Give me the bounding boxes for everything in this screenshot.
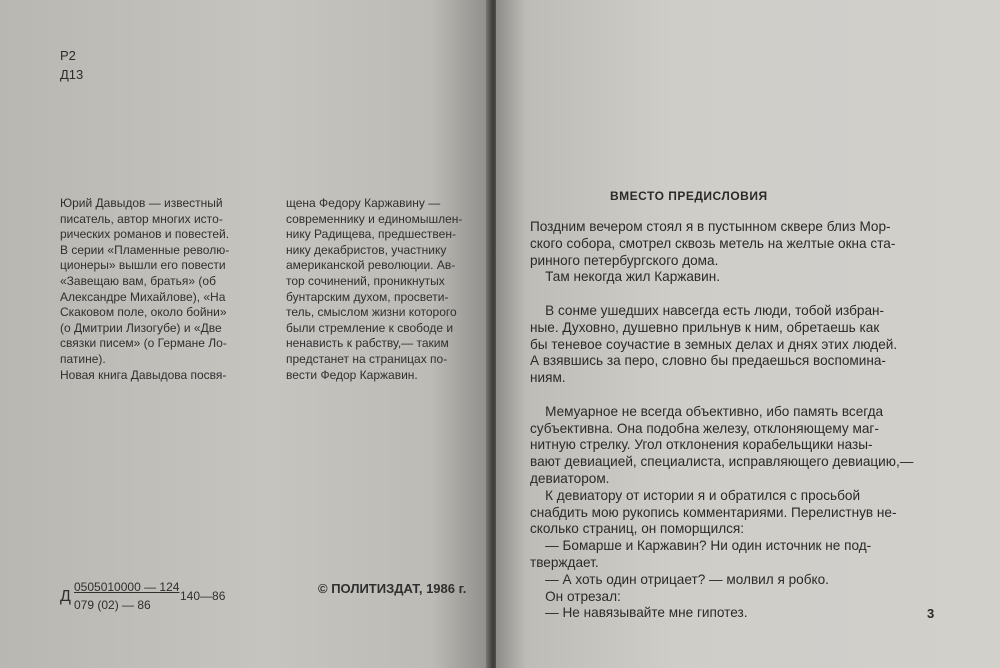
text-line bbox=[530, 387, 940, 404]
copyright-notice: © ПОЛИТИЗДАТ, 1986 г. bbox=[318, 581, 467, 596]
text-line: девиатором. bbox=[530, 470, 610, 486]
text-line: — А хоть один отрицает? — молвил я робко. bbox=[530, 571, 829, 587]
annotation-line: ционеры» вышли его повести bbox=[60, 258, 226, 273]
text-line: Он отрезал: bbox=[530, 588, 621, 604]
annotation-line: нику декабристов, участнику bbox=[286, 242, 447, 257]
annotation-line: бунтарским духом, просвети- bbox=[286, 289, 449, 304]
annotation-line: тель, смыслом жизни которого bbox=[286, 305, 457, 320]
text-line: К девиатору от истории я и обратился с просьбой bbox=[530, 487, 861, 503]
text-line: — Не навязывайте мне гипотез. bbox=[530, 605, 748, 621]
text-line: ринного петербургского дома. bbox=[530, 252, 719, 268]
annotation-line: связки писем» (о Германе Ло- bbox=[60, 336, 227, 351]
annotation-line: патине). bbox=[60, 351, 106, 366]
classification-code: Д13 bbox=[60, 67, 84, 82]
annotation-line: Скаковом поле, около бойни» bbox=[60, 305, 227, 320]
text-line: — Бомарше и Каржавин? Ни один источник не под- bbox=[530, 538, 872, 554]
text-line: ского собора, смотрел сквозь метель на желтые окна ста- bbox=[530, 235, 896, 251]
index-letter: Д bbox=[60, 588, 71, 605]
page-number: 3 bbox=[927, 606, 935, 621]
annotation-line: Юрий Давыдов — известный bbox=[60, 196, 223, 210]
index-denominator: 079 (02) — 86 bbox=[74, 598, 151, 612]
text-line: вают девиацией, специалиста, исправляющего девиацию,— bbox=[530, 454, 914, 470]
annotation-line: рических романов и повестей. bbox=[60, 227, 230, 242]
text-line: Мемуарное не всегда объективно, ибо память всегда bbox=[530, 403, 884, 419]
annotation-line: тор сочинений, проникнутых bbox=[286, 273, 445, 288]
text-line: бы теневое соучастие в земных делах и днях этих людей. bbox=[530, 336, 898, 352]
annotation-line: писатель, автор многих истo- bbox=[60, 211, 223, 226]
classification-code: Р2 bbox=[60, 48, 76, 63]
annotation-column-1 bbox=[60, 196, 250, 383]
text-line: снабдить мою рукопись комментариями. Перелистнув не- bbox=[530, 504, 897, 520]
annotation-line: (о Дмитрии Лизогубе) и «Две bbox=[60, 320, 222, 335]
annotation-line: щена Федору Каржавину — bbox=[286, 196, 441, 210]
annotation-line: вести Федор Каржавин. bbox=[286, 367, 418, 382]
annotation-column-2 bbox=[286, 196, 476, 383]
annotation-line: Новая книга Давыдова посвя- bbox=[60, 367, 227, 382]
annotation-line: американской революции. Ав- bbox=[286, 258, 456, 273]
annotation-line: нику Радищева, предшествен- bbox=[286, 227, 456, 242]
text-line: субъективна. Она подобна железу, отклоняющему маг- bbox=[530, 420, 879, 436]
classification-codes bbox=[60, 46, 83, 84]
annotation-line: В серии «Пламенные револю- bbox=[60, 242, 230, 257]
text-line: А взявшись за перо, словно бы предаешься воспомина- bbox=[530, 353, 886, 369]
annotation-line: Александре Михайлове), «На bbox=[60, 289, 226, 304]
left-page bbox=[0, 0, 490, 668]
annotation-line: предстанет на страницах по- bbox=[286, 351, 448, 366]
body-text bbox=[530, 219, 940, 622]
index-numerator: 0505010000 — 124 bbox=[74, 580, 180, 594]
text-line: Поздним вечером стоял я в пустынном сквере близ Мор- bbox=[530, 219, 891, 234]
chapter-heading: ВМЕСТО ПРЕДИСЛОВИЯ bbox=[610, 189, 768, 203]
text-line: ниям. bbox=[530, 370, 566, 386]
text-line: Там некогда жил Каржавин. bbox=[530, 269, 721, 285]
text-line: нитную стрелку. Угол отклонения корабельщики назы- bbox=[530, 437, 873, 453]
text-line: тверждает. bbox=[530, 554, 599, 570]
annotation-line: современнику и единомышлен- bbox=[286, 211, 463, 226]
text-line bbox=[530, 286, 940, 303]
annotation-line: ненависть к рабству,— таким bbox=[286, 336, 449, 351]
text-line: сколько страниц, он поморщился: bbox=[530, 521, 745, 537]
annotation-line: «Завещаю вам, братья» (об bbox=[60, 273, 216, 288]
annotation-line: были стремление к свободе и bbox=[286, 320, 454, 335]
text-line: В сонме ушедших навсегда есть люди, тобой избран- bbox=[530, 302, 885, 318]
text-line: ные. Духовно, душевно прильнув к ним, обретаешь как bbox=[530, 319, 880, 335]
index-code: 140—86 bbox=[180, 589, 226, 603]
